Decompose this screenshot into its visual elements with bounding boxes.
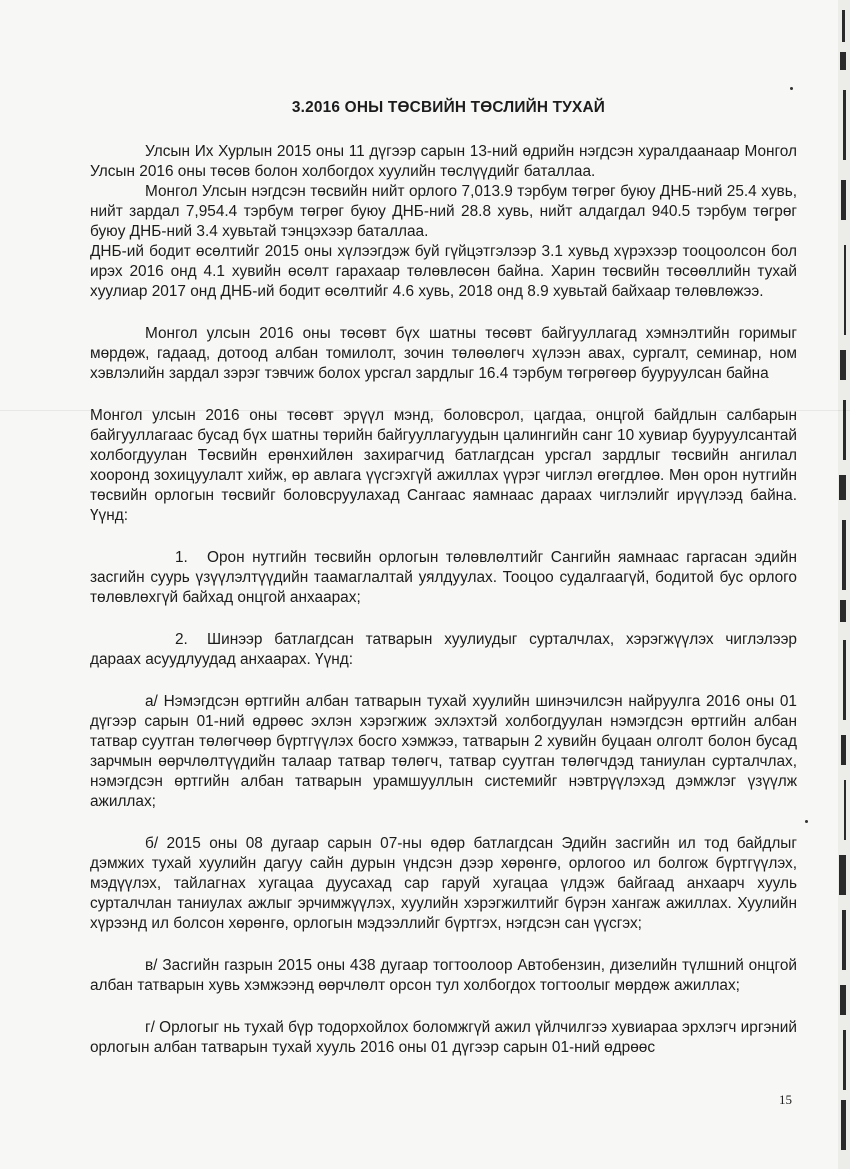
paragraph: Монгол улсын 2016 оны төсөвт бүх шатны төсөвт байгууллагад хэмнэлтийн горимыг мөрдөж, гадаад, дотоод албан томилолт, зочин төлөөлөгч хүлээн авах, сургалт, семинар, ном хэвлэлийн зардал зэрэг тэвчиж болох урсгал зардлыг 16.4 тэрбум төгрөгөөр бууруулсан байна: [90, 325, 797, 382]
paragraph: ДНБ-ий бодит өсөлтийг 2015 оны хүлээгдэж буй гүйцэтгэлээр 3.1 хувьд хүрэхээр тооцоолсон бол ирэх 2016 онд 4.1 хувийн өсөлт гарахаар төлөвлөсөн байна. Харин төсвийн төсөөллийн тухай хуулиар 2017 онд ДНБ-ий бодит өсөлтийг 4.6 хувь, 2018 онд 8.9 хувьтай байхаар төлөвлөжээ.: [90, 243, 797, 300]
scan-speck: [790, 87, 793, 90]
scan-edge-artifact: [816, 0, 850, 1169]
item-number: 1.: [175, 549, 188, 566]
document-body: [90, 98, 797, 1058]
item-text: Орон нутгийн төсвийн орлогын төлөвлөлтийг Сангийн яамнаас гаргасан эдийн засгийн суурь үзүүлэлтүүдийн таамаглалтай уялдуулах. Тооцоо судалгаагүй, бодитой бус орлого төлөвлөхгүй байхад онцгой анхаарах;: [90, 549, 797, 606]
sub-item: в/ Засгийн газрын 2015 оны 438 дугаар тогтоолоор Автобензин, дизелийн түлшний онцгой албан татварын хувь хэмжээнд өөрчлөлт орсон тул холбогдох тогтоолыг мөрдөж ажиллах;: [90, 957, 797, 994]
item-number: 2.: [175, 631, 188, 648]
section-title: 3.2016 ОНЫ ТӨСВИЙН ТӨСЛИЙН ТУХАЙ: [291, 99, 606, 116]
sub-item: б/ 2015 оны 08 дугаар сарын 07-ны өдөр батлагдсан Эдийн засгийн ил тод байдлыг дэмжих тухай хуулийн дагуу сайн дурын үндсэн дээр хөрөнгө, орлогоо ил болгож бүртгүүлэх, мэдүүлэх, тайлагнах хугацаа дуусахад сар гаруй хугацаа үлдэж байгаад анхаарч хууль сурталчлан таниулах ажлыг эрчимжүүлэх, хуулийн хэрэгжилтийг бүрэн хангаж ажиллах. Хуулийн хүрээнд ил болсон хөрөнгө, орлогын мэдээллийг бүртгэх, нэгдсэн сан үүсгэх;: [90, 835, 797, 932]
sub-item: а/ Нэмэгдсэн өртгийн албан татварын тухай хуулийн шинэчилсэн найруулга 2016 оны 01 дүгээр сарын 01-ний өдрөөс эхлэн хэрэгжиж эхлэхтэй холбогдуулан нэмэгдсэн өртгийн албан татвар суутган төлөгчөөр бүртгүүлэх босго хэмжээ, татварын 2 хувийн буцаан олголт болон бусад зарчмын өөрчлөлтүүдийн талаар татвар төлөгч, татвар суутган төлөгчдэд таниулан сурталчлах, нэмэгдсэн өртгийн албан татварын урамшууллын системийг нэвтрүүлэхэд дэмжлэг үзүүлж ажиллах;: [90, 693, 797, 810]
sub-item: г/ Орлогыг нь тухай бүр тодорхойлох боломжгүй ажил үйлчилгээ хувиараа эрхлэгч иргэний орлогын албан татварын тухай хууль 2016 оны 01 дүгээр сарын 01-ний өдрөөс: [90, 1019, 797, 1056]
numbered-item: [90, 630, 797, 670]
numbered-item: [90, 548, 797, 608]
item-text: Шинээр батлагдсан татварын хуулиудыг сурталчлах, хэрэгжүүлэх чиглэлээр дараах асуудлуудад анхаарах. Үүнд:: [90, 631, 797, 668]
paragraph: Монгол улсын 2016 оны төсөвт эрүүл мэнд, боловсрол, цагдаа, онцгой байдлын салбарын байгууллагаас бусад бүх шатны төрийн байгууллагуудын цалингийн санг 10 хувиар бууруулсантай холбогдуулан Төсвийн ерөнхийлөн захирагчид батлагдсан урсгал зардлыг төсвийн ангилал хооронд зохицуулалт хийж, өр авлага үүсгэхгүй ажиллах үүрэг чиглэл өгөгдлөө. Мөн орон нутгийн төсвийн орлогын төсвийг боловсруулахад Сангаас яамнаас дараах чиглэлийг ирүүлээд байна. Үүнд:: [90, 407, 797, 524]
paragraph: Монгол Улсын нэгдсэн төсвийн нийт орлого 7,013.9 тэрбум төгрөг буюу ДНБ-ний 25.4 хувь, нийт зардал 7,954.4 тэрбум төгрөг буюу ДНБ-ний 28.8 хувь, нийт алдагдал 940.5 тэрбум төгрөг буюу ДНБ-ний 3.4 хувьтай тэнцэхээр баталлаа.: [90, 183, 797, 240]
paragraph: Улсын Их Хурлын 2015 оны 11 дүгээр сарын 13-ний өдрийн нэгдсэн хуралдаанаар Монгол Улсын 2016 оны төсөв болон холбогдох хуулийн төслүүдийг баталлаа.: [90, 143, 797, 180]
scan-speck: [805, 820, 808, 823]
page-number: 15: [779, 1092, 792, 1107]
